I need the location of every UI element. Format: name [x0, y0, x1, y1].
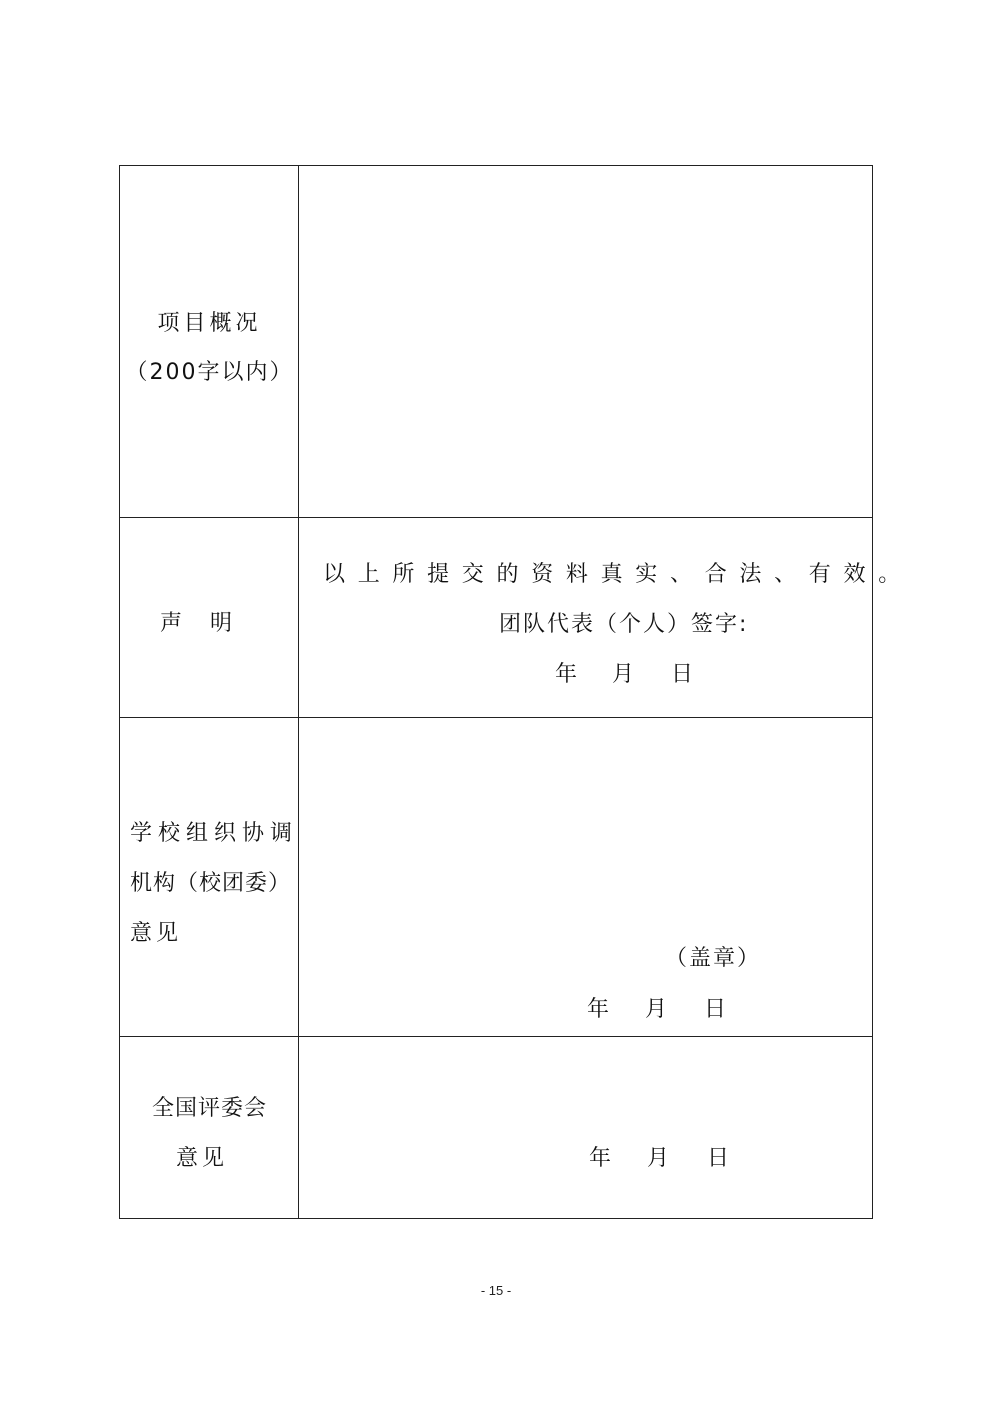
- declaration-date-month: 月: [612, 662, 639, 687]
- school-opinion-date-day: 日: [704, 997, 731, 1022]
- declaration-label: 声 明: [160, 611, 232, 636]
- committee-opinion-label-line2: 意见: [176, 1146, 229, 1171]
- project-overview-word-limit: （200字以内）: [125, 360, 294, 385]
- seal-label: （盖章）: [665, 946, 762, 971]
- committee-opinion-label-line1: 全国评委会: [151, 1096, 267, 1121]
- committee-opinion-label-cell: [120, 1037, 299, 1218]
- declaration-date-day: 日: [671, 662, 698, 687]
- declaration-label-cell: [120, 518, 299, 717]
- school-opinion-date-month: 月: [645, 997, 672, 1022]
- signature-label[interactable]: 团队代表（个人）签字:: [499, 612, 749, 637]
- application-form-table: [119, 165, 913, 1219]
- declaration-date-year: 年: [555, 662, 582, 687]
- school-opinion-label-line3: 意见: [130, 921, 183, 946]
- school-opinion-label-line2: 机构（校团委）: [130, 871, 292, 896]
- project-overview-label: 项目概况: [157, 311, 262, 336]
- committee-opinion-date-year: 年: [589, 1146, 616, 1171]
- school-opinion-date-year: 年: [587, 997, 614, 1022]
- school-opinion-content-cell[interactable]: [299, 718, 872, 1036]
- school-opinion-row: [120, 718, 872, 1037]
- declaration-row: [120, 518, 913, 718]
- committee-opinion-date-day: 日: [707, 1146, 734, 1171]
- committee-opinion-date-month: 月: [647, 1146, 674, 1171]
- declaration-content-cell: [299, 518, 913, 717]
- school-opinion-label-cell: [120, 718, 299, 1036]
- declaration-statement: 以上所提交的资料真实、合法、有效。: [323, 562, 913, 587]
- committee-opinion-content-cell[interactable]: [299, 1037, 872, 1218]
- project-overview-input-area[interactable]: [299, 166, 872, 517]
- school-opinion-label-line1: 学校组织协调: [130, 821, 299, 846]
- project-overview-row: [120, 166, 872, 518]
- committee-opinion-row: [120, 1037, 872, 1218]
- project-overview-label-cell: [120, 166, 299, 517]
- page-number: - 15 -: [480, 1283, 512, 1298]
